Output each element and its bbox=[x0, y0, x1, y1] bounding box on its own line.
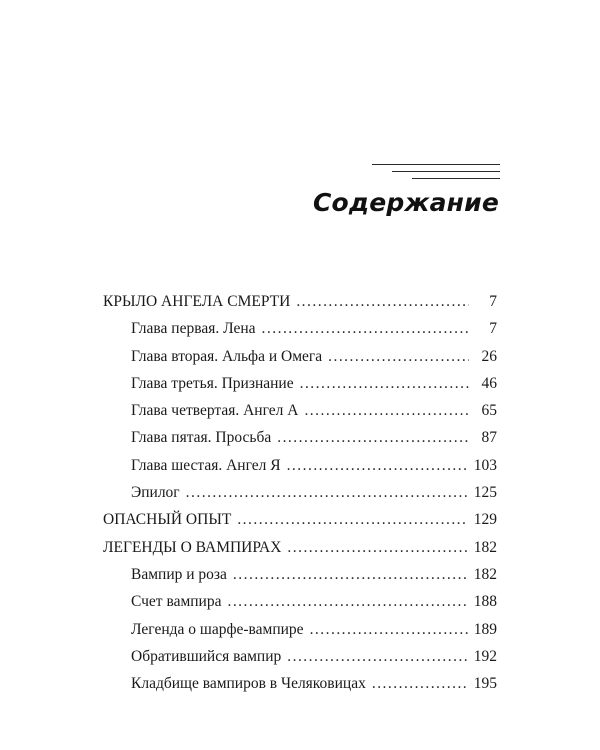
toc-dot-leader bbox=[304, 397, 469, 424]
toc-entry bbox=[103, 452, 497, 479]
toc-dot-leader bbox=[372, 670, 468, 697]
toc-dot-leader bbox=[186, 479, 468, 506]
toc-entry-page: 125 bbox=[473, 484, 497, 502]
toc-entry bbox=[103, 616, 497, 643]
toc-dot-leader bbox=[310, 616, 468, 643]
toc-entry-page: 192 bbox=[473, 647, 497, 665]
toc-entry bbox=[103, 506, 497, 533]
toc-entry bbox=[103, 588, 497, 615]
decorative-rule-middle bbox=[392, 171, 500, 172]
toc-entry-title: Эпилог bbox=[131, 484, 180, 502]
toc-entry bbox=[103, 288, 497, 315]
toc-dot-leader bbox=[227, 588, 467, 615]
toc-entry-page: 195 bbox=[473, 675, 497, 693]
toc-entry-title: Глава вторая. Альфа и Омега bbox=[131, 347, 323, 365]
toc-dot-leader bbox=[287, 534, 467, 561]
toc-entry-title: Глава шестая. Ангел Я bbox=[131, 456, 281, 474]
toc-entry bbox=[103, 670, 497, 697]
toc-entry-title: ОПАСНЫЙ ОПЫТ bbox=[103, 511, 232, 529]
toc-entry bbox=[103, 643, 497, 670]
toc-entry-title: Глава первая. Лена bbox=[131, 320, 256, 338]
toc-entry-page: 182 bbox=[473, 565, 497, 583]
toc-entry bbox=[103, 561, 497, 588]
toc-entry bbox=[103, 424, 497, 451]
table-of-contents bbox=[103, 288, 497, 697]
toc-entry-page: 103 bbox=[473, 456, 497, 474]
toc-entry bbox=[103, 397, 497, 424]
toc-dot-leader bbox=[262, 315, 469, 342]
toc-entry bbox=[103, 534, 497, 561]
toc-entry bbox=[103, 370, 497, 397]
toc-entry-page: 182 bbox=[473, 538, 497, 556]
toc-entry-page: 188 bbox=[473, 593, 497, 611]
toc-entry bbox=[103, 479, 497, 506]
toc-dot-leader bbox=[277, 424, 469, 451]
toc-entry-page: 129 bbox=[473, 511, 497, 529]
toc-entry-title: Счет вампира bbox=[131, 593, 222, 611]
toc-dot-leader bbox=[300, 370, 469, 397]
toc-entry-title: Глава третья. Признание bbox=[131, 374, 294, 392]
toc-entry-title: Вампир и роза bbox=[131, 565, 227, 583]
toc-entry bbox=[103, 315, 497, 342]
decorative-rule-top bbox=[372, 164, 500, 165]
toc-dot-leader bbox=[296, 288, 469, 315]
toc-entry-page: 189 bbox=[473, 620, 497, 638]
contents-heading: Содержание bbox=[312, 188, 499, 217]
toc-entry bbox=[103, 343, 497, 370]
toc-entry-page: 65 bbox=[481, 402, 497, 420]
toc-entry-title: Легенда о шарфе-вампире bbox=[131, 620, 304, 638]
toc-entry-title: Кладбище вампиров в Челяковицах bbox=[131, 675, 366, 693]
toc-entry-title: КРЫЛО АНГЕЛА СМЕРТИ bbox=[103, 293, 291, 310]
toc-entry-page: 46 bbox=[481, 374, 497, 392]
toc-entry-page: 7 bbox=[489, 320, 497, 338]
toc-entry-page: 87 bbox=[481, 429, 497, 447]
toc-dot-leader bbox=[237, 506, 467, 533]
toc-dot-leader bbox=[328, 343, 469, 370]
toc-entry-title: Глава пятая. Просьба bbox=[131, 429, 272, 447]
toc-entry-page: 7 bbox=[489, 293, 497, 310]
toc-dot-leader bbox=[287, 452, 468, 479]
toc-dot-leader bbox=[287, 643, 468, 670]
toc-entry-title: Глава четвертая. Ангел А bbox=[131, 402, 299, 420]
toc-dot-leader bbox=[233, 561, 468, 588]
decorative-rule-bottom bbox=[412, 178, 500, 179]
toc-entry-title: ЛЕГЕНДЫ О ВАМПИРАХ bbox=[103, 538, 282, 556]
toc-entry-page: 26 bbox=[481, 347, 497, 365]
toc-entry-title: Обратившийся вампир bbox=[131, 647, 282, 665]
